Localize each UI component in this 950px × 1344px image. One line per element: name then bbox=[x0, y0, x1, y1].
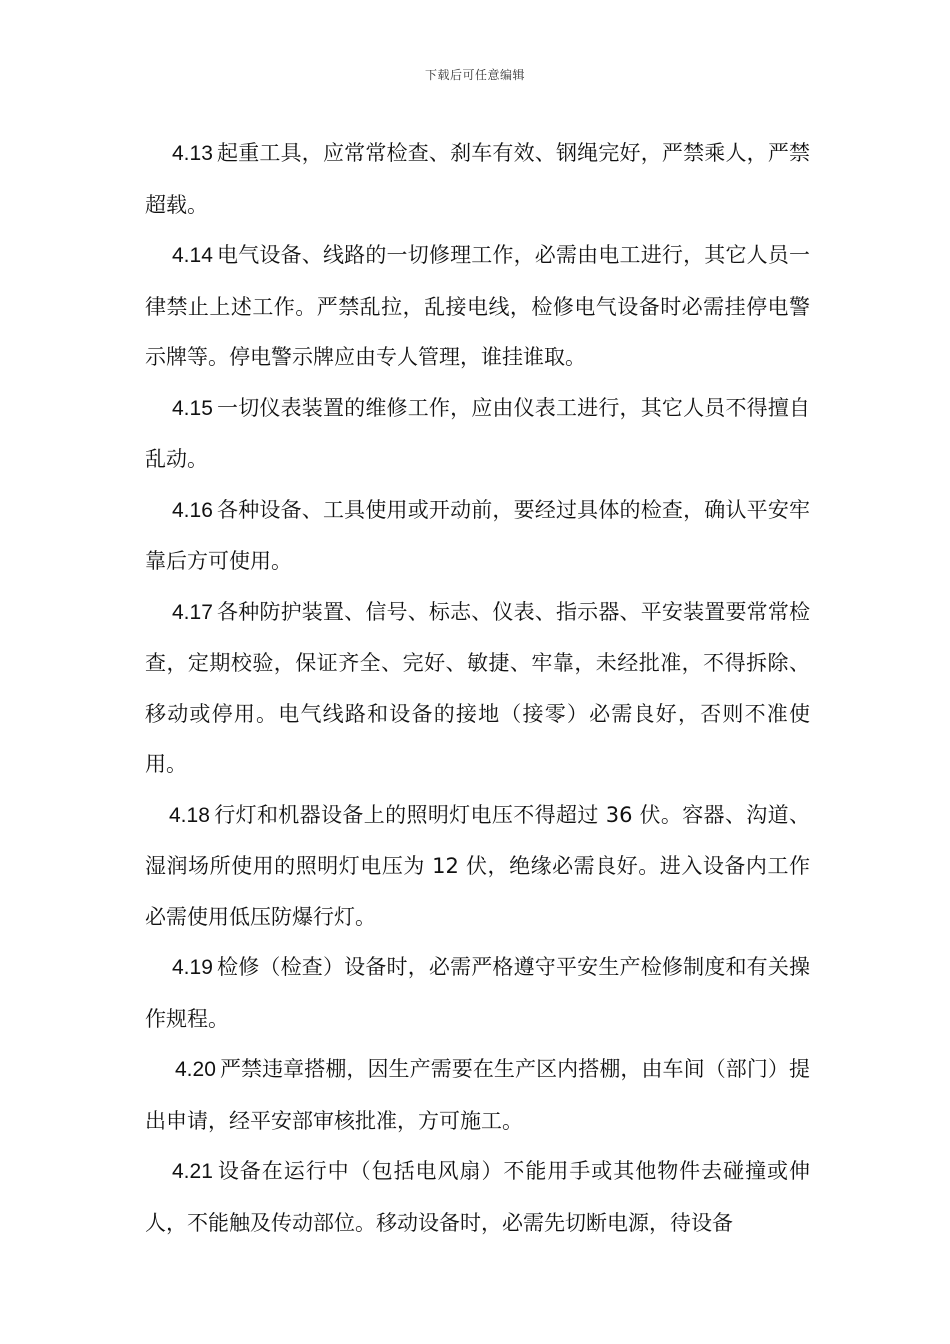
clause-number: 4.19 bbox=[172, 956, 213, 979]
clause-text: 行灯和机器设备上的照明灯电压不得超过 36 伏。容器、沟道、湿润场所使用的照明灯电压为 12 伏，绝缘必需良好。进入设备内工作必需使用低压防爆行灯。 bbox=[145, 802, 810, 929]
header-note: 下载后可任意编辑 bbox=[424, 68, 525, 82]
paragraph-4-15 bbox=[145, 383, 810, 485]
paragraph-4-14 bbox=[145, 230, 810, 383]
clause-text: 电气设备、线路的一切修理工作，必需由电工进行，其它人员一律禁止上述工作。严禁乱拉，乱接电线，检修电气设备时必需挂停电警示牌等。停电警示牌应由专人管理，谁挂谁取。 bbox=[145, 243, 810, 369]
paragraph-4-19 bbox=[145, 942, 810, 1044]
paragraph-4-16 bbox=[145, 485, 810, 587]
clause-number: 4.20 bbox=[175, 1058, 216, 1081]
clause-text: 检修（检查）设备时，必需严格遵守平安生产检修制度和有关操作规程。 bbox=[145, 955, 810, 1031]
clause-number: 4.16 bbox=[172, 498, 213, 522]
clause-text: 一切仪表装置的维修工作，应由仪表工进行，其它人员不得擅自乱动。 bbox=[145, 395, 810, 471]
clause-number: 4.17 bbox=[172, 600, 213, 624]
clause-text: 起重工具，应常常检查、刹车有效、钢绳完好，严禁乘人，严禁超载。 bbox=[145, 141, 810, 217]
clause-text: 各种设备、工具使用或开动前，要经过具体的检查，确认平安牢靠后方可使用。 bbox=[145, 497, 810, 573]
clause-number: 4.14 bbox=[172, 244, 213, 267]
document-body bbox=[145, 128, 810, 1248]
clause-number: 4.18 bbox=[169, 803, 210, 827]
clause-number: 4.15 bbox=[172, 396, 213, 420]
paragraph-4-17 bbox=[145, 587, 810, 790]
clause-text: 严禁违章搭棚，因生产需要在生产区内搭棚，由车间（部门）提出申请，经平安部审核批准，方可施工。 bbox=[145, 1057, 810, 1133]
paragraph-4-21 bbox=[145, 1146, 810, 1248]
clause-text: 各种防护装置、信号、标志、仪表、指示器、平安装置要常常检查，定期校验，保证齐全、完好、敏捷、牢靠，未经批准，不得拆除、移动或停用。电气线路和设备的接地（接零）必需良好，否则不准使用。 bbox=[145, 599, 810, 776]
paragraph-4-13 bbox=[145, 128, 810, 230]
clause-number: 4.21 bbox=[172, 1160, 213, 1183]
clause-number: 4.13 bbox=[172, 142, 213, 165]
clause-text: 设备在运行中（包括电风扇）不能用手或其他物件去碰撞或伸人，不能触及传动部位。移动设备时，必需先切断电源，待设备 bbox=[145, 1159, 810, 1235]
paragraph-4-20 bbox=[145, 1044, 810, 1146]
paragraph-4-18 bbox=[145, 790, 810, 943]
